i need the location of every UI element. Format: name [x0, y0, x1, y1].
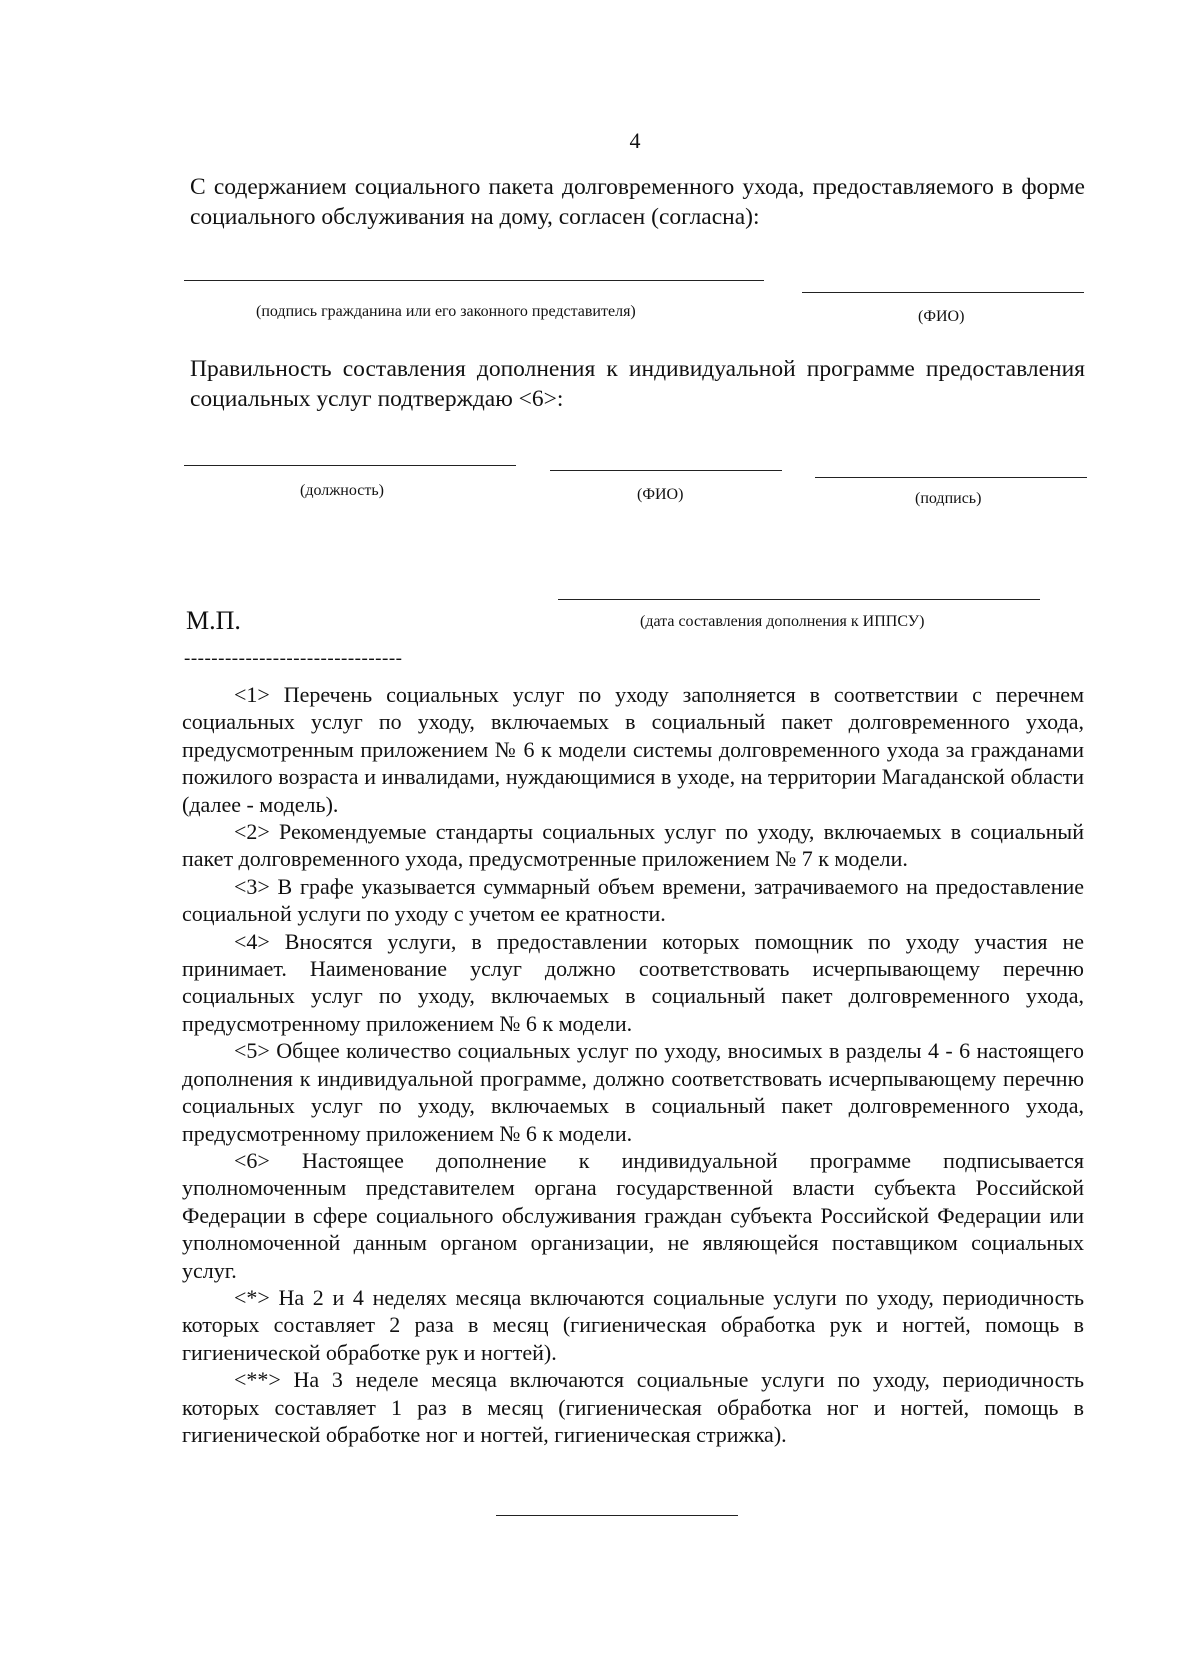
date-line — [558, 599, 1040, 600]
end-rule — [496, 1515, 738, 1516]
page-number: 4 — [629, 128, 641, 153]
footnote-3: <3> В графе указывается суммарный объем времени, затрачиваемого на предоставление социальной услуги по уходу с учетом ее кратности. — [182, 873, 1084, 927]
citizen-signature-caption: (подпись гражданина или его законного представителя) — [256, 303, 636, 320]
consent-text: С содержанием социального пакета долговременного ухода, предоставляемого в форме социального обслуживания на дому, согласен (согласна): — [190, 174, 1085, 230]
footnote-star: <*> На 2 и 4 неделях месяца включаются социальные услуги по уходу, периодичность которых составляет 2 раза в месяц (гигиеническая обработка рук и ногтей, помощь в гигиенической обработке рук и ногтей). — [182, 1284, 1084, 1365]
stamp-label: М.П. — [186, 606, 241, 635]
footnote-4: <4> Вносятся услуги, в предоставлении которых помощник по уходу участия не принимает. Наименование услуг должно соответствовать исчерпывающему перечню социальных услуг по уходу, включаемых в социальный пакет долговременного ухода, предусмотренному приложением № 6 к модели. — [182, 928, 1084, 1036]
official-signature-line — [815, 477, 1087, 478]
date-caption: (дата составления дополнения к ИППСУ) — [640, 613, 925, 630]
position-line — [184, 465, 516, 466]
official-fio-caption: (ФИО) — [637, 486, 684, 503]
footnote-2: <2> Рекомендуемые стандарты социальных услуг по уходу, включаемых в социальный пакет долговременного ухода, предусмотренные приложением № 7 к модели. — [182, 819, 1084, 872]
position-caption: (должность) — [300, 482, 384, 499]
citizen-signature-line — [184, 280, 764, 281]
citizen-fio-caption: (ФИО) — [918, 308, 965, 325]
footnote-double-star: <**> На 3 неделе месяца включаются социальные услуги по уходу, периодичность которых составляет 1 раз в месяц (гигиеническая обработка ног и ногтей, помощь в гигиенической обработке ног и ногтей, гигиеническая стрижка). — [182, 1367, 1084, 1447]
official-signature-caption: (подпись) — [915, 490, 982, 507]
official-fio-line — [550, 470, 782, 471]
footnote-6: <6> Настоящее дополнение к индивидуальной программе подписывается уполномоченным представителем органа государственной власти субъекта Российской Федерации в сфере социального обслуживания граждан субъекта Российской Федерации или уполномоченной данным органом организации, не являющейся поставщиком социальных услуг. — [182, 1147, 1084, 1283]
footnotes — [182, 681, 1084, 1448]
citizen-fio-line — [802, 292, 1084, 293]
footnote-separator: -------------------------------- — [184, 648, 403, 669]
confirmation-text: Правильность составления дополнения к индивидуальной программе предоставления социальных услуг подтверждаю <6>: — [190, 356, 1085, 412]
footnote-5: <5> Общее количество социальных услуг по уходу, вносимых в разделы 4 - 6 настоящего дополнения к индивидуальной программе, должно соответствовать исчерпывающему перечню социальных услуг по уходу, включаемых в социальный пакет долговременного ухода, предусмотренному приложением № 6 к модели. — [182, 1038, 1084, 1146]
footnote-1: <1> Перечень социальных услуг по уходу заполняется в соответствии с перечнем социальных услуг по уходу, включаемых в социальный пакет долговременного ухода, предусмотренным приложением № 6 к модели системы долговременного ухода за гражданами пожилого возраста и инвалидами, нуждающимися в уходе, на территории Магаданской области (далее - модель). — [182, 682, 1084, 817]
